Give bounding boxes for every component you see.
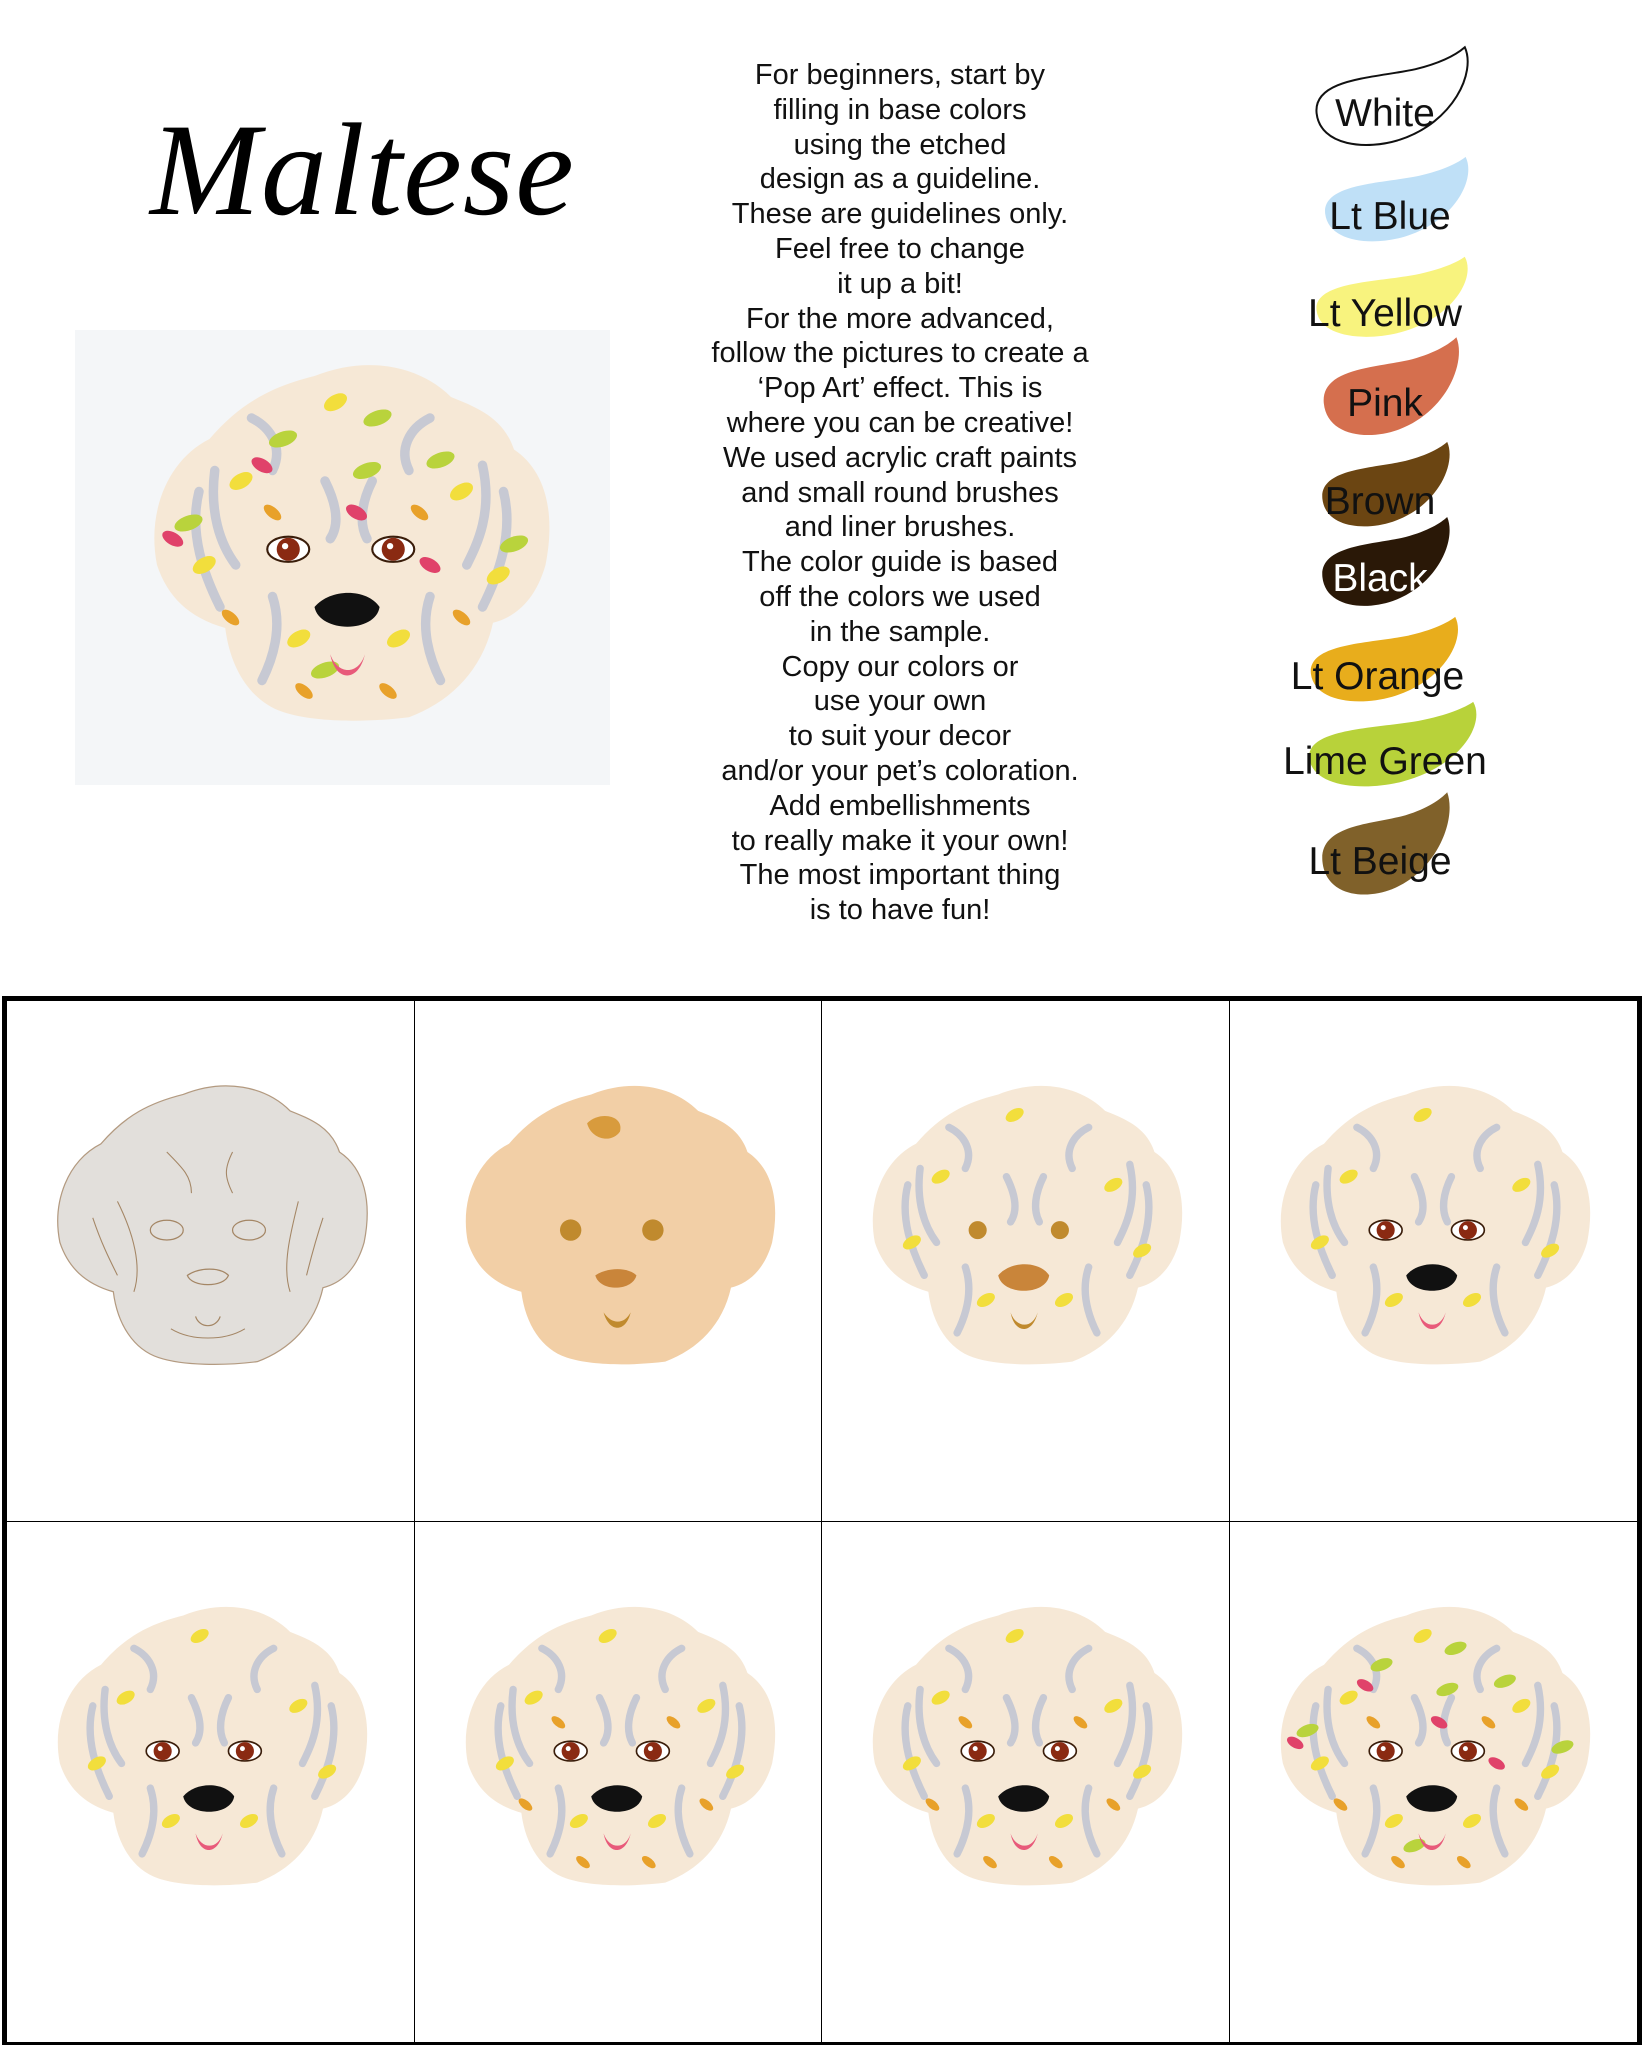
step-dog (1280, 1606, 1589, 1884)
eye-highlight (1055, 1746, 1060, 1751)
eye-highlight (1380, 1225, 1385, 1230)
swatch-label: Brown (1324, 479, 1436, 523)
instruction-line: Copy our colors or (781, 650, 1019, 683)
instruction-line: The color guide is based (742, 546, 1058, 579)
dog-head (1280, 1606, 1589, 1884)
swatch-label: Pink (1347, 382, 1423, 425)
instruction-line: using the etched (793, 128, 1007, 161)
instruction-line: off the colors we used (759, 580, 1041, 613)
step-illustration-yellow (27, 1582, 397, 1912)
instruction-line: to really make it your own! (731, 824, 1069, 857)
instructions-text (680, 58, 1120, 928)
instruction-line: and liner brushes. (784, 511, 1016, 544)
progress-step-3 (822, 1001, 1230, 1522)
instruction-line: is to have fun! (809, 894, 991, 927)
swatch-white (1290, 45, 1480, 155)
eye-highlight (387, 543, 393, 549)
eye-highlight (973, 1746, 978, 1751)
eye (1051, 1221, 1069, 1239)
instruction-line: These are guidelines only. (731, 198, 1069, 231)
swatch-lt-orange (1285, 615, 1470, 710)
step-dog (58, 1086, 367, 1364)
dog-head (873, 1086, 1182, 1364)
eye-highlight (1462, 1225, 1467, 1230)
eye-highlight (565, 1746, 570, 1751)
swatch-lt-yellow (1290, 255, 1480, 345)
step-dog (873, 1606, 1182, 1884)
eye (154, 1742, 172, 1760)
progress-step-6 (415, 1522, 823, 2043)
instruction-line: Add embellishments (769, 789, 1031, 822)
eye (1376, 1221, 1394, 1239)
swatch-label: Lt Beige (1308, 839, 1452, 883)
swatch-label: White (1335, 92, 1435, 135)
instruction-line: where you can be creative! (726, 406, 1074, 439)
instruction-line: in the sample. (809, 615, 991, 648)
dog-head (873, 1606, 1182, 1884)
progress-step-7 (822, 1522, 1230, 2043)
instruction-line: to suit your decor (788, 720, 1012, 753)
eye (382, 538, 405, 561)
progress-step-2 (415, 1001, 823, 1522)
page-title: Maltese (150, 96, 575, 243)
eye-highlight (1462, 1746, 1467, 1751)
instruction-line: For beginners, start by (754, 59, 1046, 91)
step-illustration-etched (27, 1061, 397, 1391)
eye (643, 1742, 661, 1760)
step-illustration-outline (842, 1582, 1212, 1912)
swatch-label: Lime Green (1283, 739, 1487, 783)
progress-step-4 (1230, 1001, 1638, 1522)
step-dog (873, 1086, 1182, 1364)
progress-step-5 (7, 1522, 415, 2043)
step-dog (465, 1606, 774, 1884)
dog-head (58, 1606, 367, 1884)
step-dog (58, 1606, 367, 1884)
progress-step-1 (7, 1001, 415, 1522)
eye (1051, 1742, 1069, 1760)
swatch-label: Lt Blue (1329, 194, 1451, 238)
eye-highlight (647, 1746, 652, 1751)
instruction-line: For the more advanced, (746, 302, 1054, 335)
progress-step-8 (1230, 1522, 1638, 2043)
instruction-line: We used acrylic craft paints (722, 441, 1078, 474)
instruction-line: follow the pictures to create a (711, 337, 1089, 370)
swatch-black (1300, 515, 1460, 615)
eye (236, 1742, 254, 1760)
eye (969, 1221, 987, 1239)
swatch-label: Black (1332, 557, 1428, 600)
finished-maltese-illustration (75, 330, 610, 785)
eye-highlight (240, 1746, 245, 1751)
step-illustration-eyes (1250, 1061, 1620, 1391)
step-illustration-base (435, 1061, 805, 1391)
instruction-line: and/or your pet’s coloration. (721, 754, 1079, 787)
instruction-line: ‘Pop Art’ effect. This is (757, 372, 1043, 405)
progress-steps-grid (2, 996, 1642, 2045)
eye (561, 1742, 579, 1760)
swatch-pink (1300, 335, 1470, 445)
swatch-label: Lt Orange (1290, 654, 1465, 698)
step-illustration-final (1250, 1582, 1620, 1912)
instruction-line: use your own (813, 685, 987, 718)
swatch-lt-beige (1300, 790, 1460, 905)
step-dog (1280, 1086, 1589, 1364)
dog-head (465, 1606, 774, 1884)
eye-highlight (282, 543, 288, 549)
eye (1458, 1221, 1476, 1239)
swatch-lt-blue (1300, 155, 1480, 250)
step-dog (465, 1086, 774, 1364)
step-illustration-shading (842, 1061, 1212, 1391)
eye (1376, 1742, 1394, 1760)
base-eye (559, 1219, 580, 1240)
eye-highlight (1380, 1746, 1385, 1751)
instruction-line: and small round brushes (741, 476, 1059, 509)
eye (969, 1742, 987, 1760)
eye (1458, 1742, 1476, 1760)
dog-head (1280, 1086, 1589, 1364)
swatch-lime-green (1280, 700, 1490, 795)
step-illustration-orange (435, 1582, 805, 1912)
instruction-line: design as a guideline. (759, 163, 1041, 196)
base-eye (642, 1219, 663, 1240)
instruction-line: The most important thing (739, 859, 1061, 892)
eye (277, 538, 300, 561)
eye-highlight (158, 1746, 163, 1751)
instruction-line: Feel free to change (775, 232, 1025, 265)
instruction-line: it up a bit! (837, 267, 963, 300)
swatch-label: Lt Yellow (1308, 292, 1462, 335)
instruction-line: filling in base colors (773, 93, 1027, 126)
